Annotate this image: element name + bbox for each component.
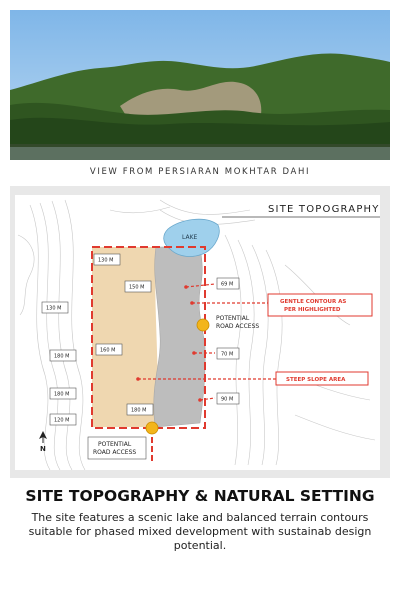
callout-steep-text: STEEP SLOPE AREA	[286, 377, 346, 383]
description: The site features a scenic lake and balanced terrain contours suitable for phased mixed development with sustainab design potential.	[28, 511, 372, 552]
site-topography-map	[10, 195, 390, 470]
map-title: SITE TOPOGRAPHY	[268, 204, 380, 215]
lake-label: LAKE	[182, 234, 198, 241]
photo-caption: VIEW FROM PERSIARAN MOKHTAR DAHI	[89, 167, 311, 177]
elev-label: 160 M	[100, 347, 116, 354]
road-access-marker-2	[146, 422, 158, 434]
elev-label: 130 M	[98, 257, 114, 264]
elev-label: 180 M	[54, 353, 70, 360]
north-label: N	[40, 445, 46, 453]
elev-label: 150 M	[129, 284, 145, 291]
elev-label: 130 M	[46, 305, 62, 312]
elev-label: 69 M	[221, 281, 234, 288]
elev-label: 90 M	[221, 396, 234, 403]
page-heading: SITE TOPOGRAPHY & NATURAL SETTING	[25, 487, 375, 505]
road-access-1-line1: POTENTIAL	[216, 315, 250, 322]
callout-steep	[276, 372, 368, 385]
landscape-photo	[10, 10, 390, 160]
road-access-2-line2: ROAD ACCESS	[93, 449, 137, 456]
callout-gentle	[268, 294, 372, 316]
road-access-marker-1	[197, 319, 209, 331]
road-access-2-line1: POTENTIAL	[98, 441, 132, 448]
callout-gentle-line2: PER HIGHLIGHTED	[284, 307, 341, 313]
callout-gentle-line1: GENTLE CONTOUR AS	[280, 299, 347, 305]
gentle-contour-area	[154, 247, 205, 427]
road-access-1-line2: ROAD ACCESS	[216, 323, 260, 330]
elev-label: 180 M	[54, 391, 70, 398]
site-area	[92, 247, 158, 427]
elev-label: 120 M	[54, 417, 70, 424]
elev-label: 70 M	[221, 351, 234, 358]
elev-label: 180 M	[131, 407, 147, 414]
